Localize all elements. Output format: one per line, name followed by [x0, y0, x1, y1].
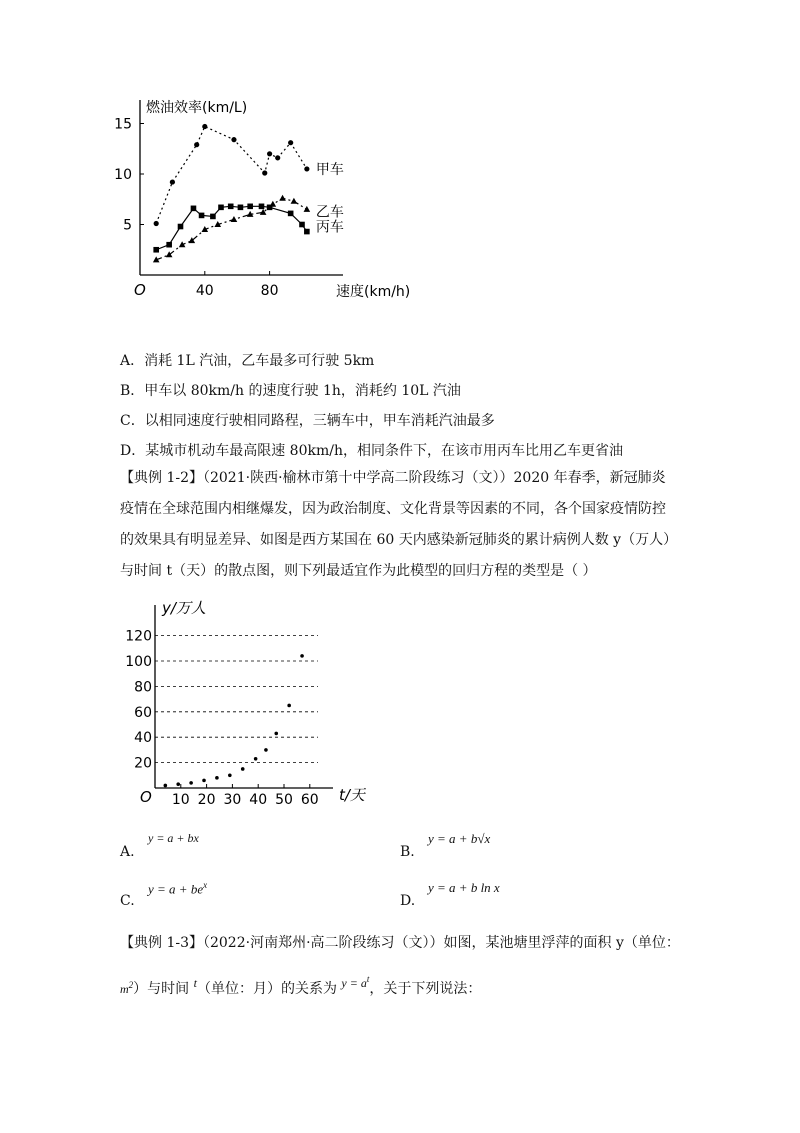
- option2-c-formula-exp: x: [203, 880, 208, 890]
- series-label: 乙车: [315, 204, 344, 221]
- relation-formula: [341, 976, 369, 990]
- option2-d-label: D.: [400, 893, 416, 909]
- point-circle: [154, 221, 159, 226]
- example2-line3: 的效果具有明显差异、如图是西方某国在 60 天内感染新冠肺炎的累计病例人数 y（万人）: [120, 532, 678, 548]
- point-circle: [275, 155, 280, 160]
- point-triangle: [279, 195, 286, 201]
- x-axis-label: t/天: [339, 786, 365, 804]
- y-axis-label: 燃油效率(km/L): [146, 100, 248, 116]
- point-circle: [267, 151, 272, 156]
- option2-a-formula: y = a + bx: [148, 831, 199, 845]
- scatter-point: [215, 776, 219, 780]
- y-tick-label: 80: [134, 679, 152, 696]
- series-label: 甲车: [315, 161, 344, 178]
- unit-m2: [120, 982, 133, 996]
- point-square: [299, 222, 305, 228]
- y-tick-label: 60: [134, 704, 152, 721]
- point-circle: [194, 142, 199, 147]
- x-axis-label: 速度(km/h): [336, 284, 411, 300]
- point-square: [178, 224, 184, 230]
- option-c: C．以相同速度行驶相同路程，三辆车中，甲车消耗汽油最多: [120, 413, 495, 429]
- example3-line1: 【典例 1-3】（2022·河南郑州·高二阶段练习（文））如图，某池塘里浮萍的面积 y（单位：: [120, 935, 680, 951]
- scatter-point: [228, 774, 232, 778]
- y-tick-label: 15: [114, 116, 132, 133]
- point-square: [238, 205, 244, 211]
- point-circle: [170, 179, 175, 184]
- example3-text-b: （单位：月）的关系为: [196, 981, 337, 997]
- point-triangle: [291, 198, 298, 204]
- point-circle: [262, 170, 267, 175]
- x-tick-label: 20: [197, 792, 216, 808]
- t-symbol: t: [193, 976, 197, 990]
- x-tick-label: 40: [195, 283, 214, 299]
- scatter-point: [189, 781, 193, 785]
- scatter-point: [300, 654, 304, 658]
- point-circle: [288, 140, 293, 145]
- scatter-point: [164, 784, 168, 788]
- y-tick-label: 40: [134, 730, 152, 747]
- scatter-point: [254, 757, 258, 761]
- series-label: 丙车: [315, 219, 344, 236]
- option-a: A．消耗 1L 汽油，乙车最多可行驶 5km: [120, 353, 375, 369]
- x-tick-label: 60: [300, 792, 319, 808]
- point-square: [228, 204, 234, 210]
- point-triangle: [166, 251, 173, 257]
- point-square: [267, 205, 273, 211]
- scatter-point: [274, 732, 278, 736]
- example2-line1: 【典例 1-2】（2021·陕西·榆林市第十中学高二阶段练习（文））2020 年春季，新冠肺炎: [120, 470, 666, 486]
- point-square: [247, 204, 253, 210]
- scatter-point: [287, 704, 291, 708]
- example3-text-c: ，关于下列说法：: [369, 981, 482, 997]
- x-tick-label: 50: [275, 792, 293, 808]
- relation-exp: t: [366, 974, 370, 984]
- example2-line4: 与时间 t（天）的散点图，则下列最适宜作为此模型的回归方程的类型是（ ）: [120, 563, 597, 579]
- point-circle: [231, 137, 236, 142]
- point-circle: [304, 166, 309, 171]
- y-tick-label: 120: [125, 628, 152, 645]
- point-circle: [202, 124, 207, 129]
- y-tick-label: 10: [114, 167, 132, 183]
- y-tick-label: 20: [134, 755, 152, 772]
- chart1-axes: [114, 99, 410, 300]
- origin-label: O: [134, 281, 146, 299]
- x-tick-label: 40: [249, 792, 268, 808]
- option2-c-formula: [148, 880, 207, 897]
- y-axis-label: y/万人: [162, 599, 206, 617]
- point-square: [199, 213, 205, 219]
- example3-text-a: ）与时间: [133, 981, 190, 997]
- option-b: B．甲车以 80km/h 的速度行驶 1h，消耗约 10L 汽油: [120, 383, 461, 399]
- x-tick-label: 80: [260, 283, 279, 299]
- scatter-point: [241, 767, 245, 771]
- fuel-efficiency-chart: [114, 95, 438, 310]
- option2-a-label: A.: [120, 844, 135, 860]
- scatter-point: [202, 779, 206, 783]
- point-square: [259, 204, 265, 210]
- point-square: [304, 229, 310, 235]
- y-tick-label: 100: [125, 654, 152, 670]
- option2-d-formula: y = a + b ln x: [428, 880, 500, 895]
- y-tick-label: 5: [123, 217, 132, 234]
- point-square: [210, 214, 216, 220]
- x-tick-label: 10: [171, 792, 190, 808]
- unit-exp: 2: [128, 980, 134, 990]
- x-tick-label: 30: [223, 792, 242, 808]
- point-triangle: [231, 216, 238, 222]
- point-square: [191, 206, 197, 212]
- point-triangle: [304, 206, 311, 212]
- example2-line2: 疫情在全球范围内相继爆发，因为政治制度、文化背景等因素的不同，各个国家疫情防控: [120, 501, 666, 517]
- option2-c-label: C.: [120, 893, 135, 909]
- option-d: D．某城市机动车最高限速 80km/h，相同条件下，在该市用丙车比用乙车更省油: [120, 443, 623, 459]
- scatter-point: [264, 748, 268, 752]
- relation-base: y = a: [341, 976, 367, 990]
- scatter-point: [176, 782, 180, 786]
- point-square: [288, 211, 294, 217]
- option2-b-formula: y = a + b√x: [428, 831, 491, 846]
- cases-scatter-chart: [118, 595, 378, 810]
- chart2-axes: [125, 599, 367, 808]
- chart2-plot: [164, 654, 304, 787]
- point-square: [153, 247, 159, 253]
- origin-label: O: [140, 788, 152, 806]
- point-square: [166, 242, 172, 248]
- chart1-plot: [153, 124, 344, 262]
- option2-c-formula-base: y = a + be: [148, 881, 204, 897]
- unit-m: m: [120, 982, 129, 996]
- example3-line2: [120, 974, 482, 998]
- option2-b-label: B.: [400, 844, 415, 860]
- point-square: [218, 205, 224, 211]
